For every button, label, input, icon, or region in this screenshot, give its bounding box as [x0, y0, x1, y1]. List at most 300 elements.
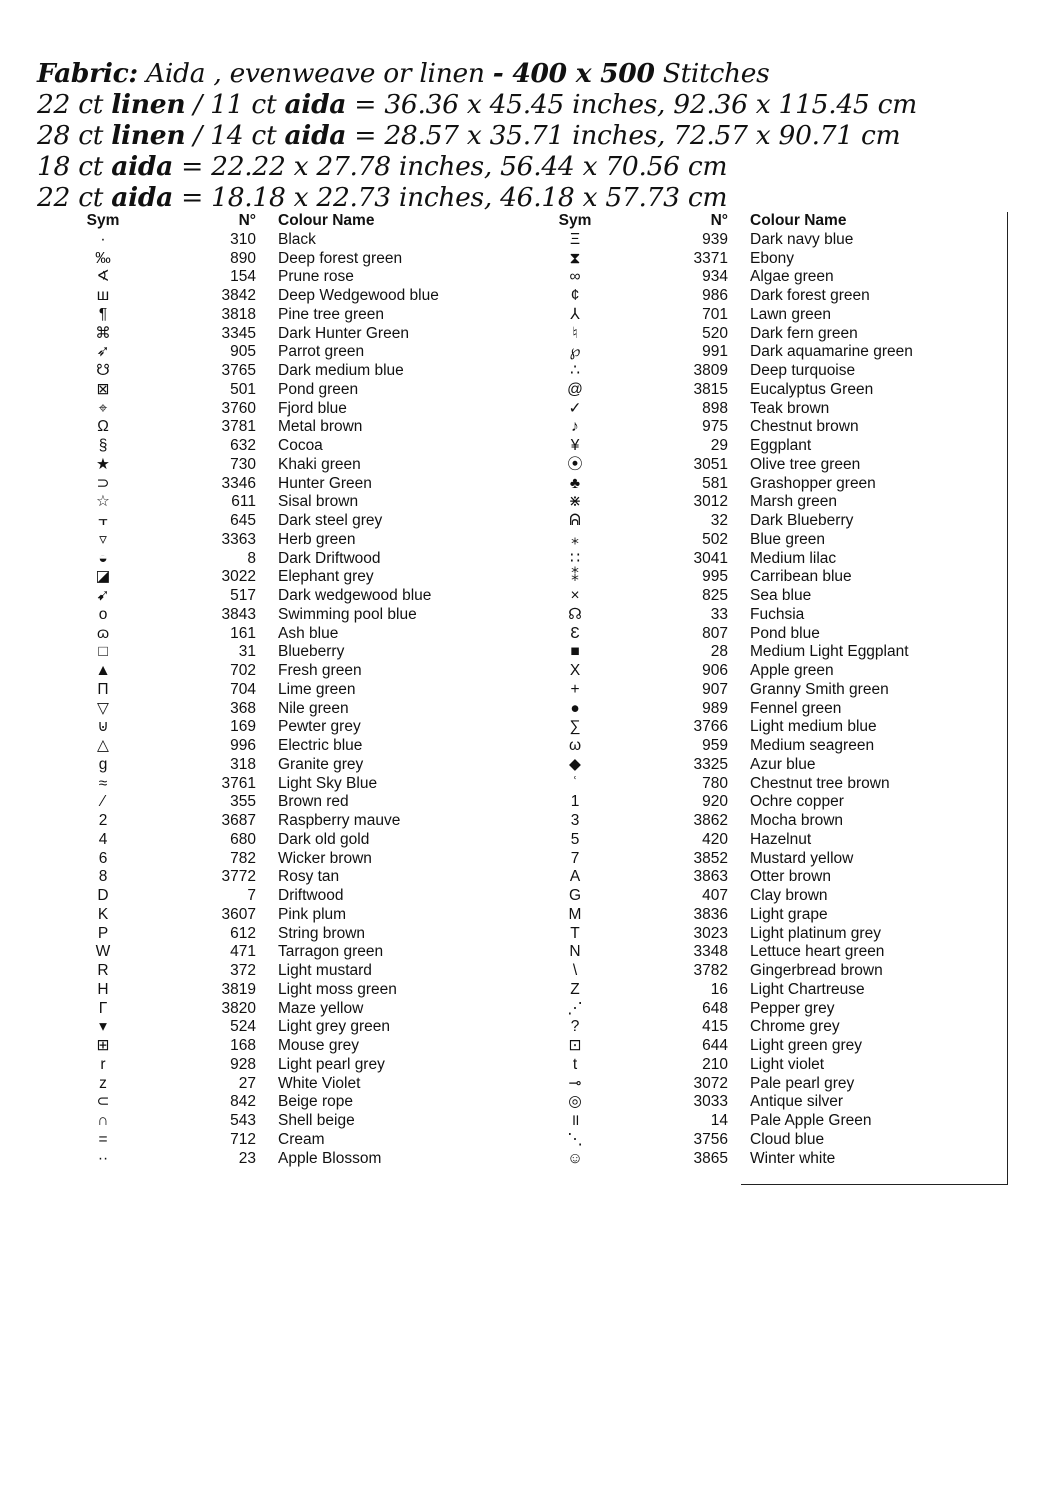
symbol-cell: t	[572, 1055, 578, 1073]
thread-number-cell: 3809	[693, 362, 728, 379]
thread-number-cell: 3607	[221, 905, 256, 923]
colour-name-cell: Tarragon green	[278, 943, 384, 961]
thread-number-cell: 3815	[693, 380, 728, 398]
thread-number-cell: 898	[702, 399, 728, 417]
thread-number-cell: 33	[710, 605, 728, 623]
legend-row	[82, 250, 522, 269]
legend-row	[82, 962, 522, 981]
colour-name-cell: Wicker brown	[278, 849, 372, 867]
legend-row	[554, 287, 1004, 306]
size-line-18ct-aida: 18 ct aida = 22.22 x 27.78 inches, 56.44 x 70.56 cm	[37, 151, 728, 182]
legend-row	[554, 512, 1004, 531]
fabric-line: Fabric: Aida , evenweave or linen - 400 x 500 Stitches	[37, 58, 770, 89]
symbol-cell: ◪	[95, 568, 111, 586]
thread-number-cell: 3781	[221, 418, 256, 436]
colour-name-cell: Clay brown	[750, 887, 828, 904]
thread-number-cell: 842	[230, 1093, 256, 1111]
symbol-cell: ⁄	[101, 793, 105, 811]
thread-number-cell: 995	[702, 568, 728, 586]
symbol-cell: \	[572, 962, 578, 979]
colour-name-cell: Dark old gold	[278, 830, 370, 848]
legend-header-row	[554, 212, 1004, 231]
legend-row	[82, 868, 522, 887]
symbol-cell: ◒	[98, 549, 108, 567]
thread-number-cell: 27	[238, 1074, 256, 1092]
thread-number-cell: 3843	[221, 605, 256, 623]
colour-name-cell: Dark wedgewood blue	[278, 587, 432, 604]
legend-row	[554, 550, 1004, 569]
colour-name-cell: Sea blue	[750, 587, 812, 604]
symbol-cell: 4	[98, 830, 108, 848]
legend-row	[82, 812, 522, 831]
colour-name-cell: Dark Driftwood	[278, 549, 381, 567]
symbol-cell: ω	[568, 737, 582, 754]
thread-number-cell: 355	[230, 793, 256, 811]
colour-name-cell: Cocoa	[278, 437, 323, 454]
symbol-cell: ℘	[569, 343, 581, 361]
colour-name-cell: Fresh green	[278, 662, 362, 679]
sym-column-header: Sym	[558, 212, 592, 229]
symbol-cell: 6	[98, 849, 108, 867]
symbol-cell: ⌘	[95, 324, 111, 342]
legend-row	[554, 1150, 1004, 1169]
bottom-border-line	[741, 1184, 1008, 1185]
colour-name-cell: Chestnut brown	[750, 418, 859, 436]
symbol-cell: ɷ	[96, 624, 110, 642]
legend-row	[82, 981, 522, 1000]
colour-name-cell: Dark medium blue	[278, 362, 404, 379]
colour-name-cell: Gingerbread brown	[750, 962, 883, 979]
symbol-cell: ∷	[570, 549, 580, 567]
symbol-cell: ⋇	[568, 493, 582, 511]
colour-name-cell: Light violet	[750, 1055, 825, 1073]
symbol-cell: ×	[570, 587, 580, 604]
thread-number-cell: 3766	[693, 718, 728, 736]
symbol-cell: ⁎	[571, 530, 579, 548]
thread-number-cell: 520	[702, 324, 728, 342]
thread-number-cell: 3760	[221, 399, 256, 417]
symbol-cell: Γ	[98, 999, 108, 1017]
thread-number-cell: 14	[710, 1112, 728, 1129]
symbol-cell: @	[567, 380, 583, 398]
thread-number-cell: 407	[702, 887, 728, 904]
colour-name-cell: Hazelnut	[750, 830, 812, 848]
size-line-28ct-linen: 28 ct linen / 14 ct aida = 28.57 x 35.71 inches, 72.57 x 90.71 cm	[37, 120, 901, 151]
legend-row	[554, 306, 1004, 325]
colour-name-cell: Dark fern green	[750, 324, 858, 342]
colour-name-cell: Teak brown	[750, 399, 830, 417]
thread-number-cell: 372	[230, 962, 256, 979]
legend-row	[554, 887, 1004, 906]
symbol-cell: ⫟	[98, 512, 108, 529]
symbol-cell: ¶	[98, 305, 108, 323]
symbol-cell: 8	[98, 868, 108, 886]
colour-name-cell: Medium lilac	[750, 549, 837, 567]
legend-row	[554, 418, 1004, 437]
symbol-cell: ш	[96, 287, 110, 304]
legend-row	[82, 362, 522, 381]
legend-row	[554, 1037, 1004, 1056]
symbol-cell: G	[568, 887, 582, 904]
legend-row	[82, 1131, 522, 1150]
thread-number-cell: 524	[230, 1018, 256, 1036]
legend-row	[82, 287, 522, 306]
thread-number-cell: 310	[230, 230, 256, 248]
colour-name-cell: Rosy tan	[278, 868, 340, 886]
colour-name-cell: Fjord blue	[278, 399, 347, 417]
symbol-cell: ʿ	[572, 774, 578, 792]
legend-row	[82, 493, 522, 512]
thread-number-cell: 986	[702, 287, 728, 304]
legend-row	[82, 643, 522, 662]
thread-number-cell: 3756	[693, 1130, 728, 1148]
thread-number-cell: 29	[710, 437, 728, 454]
colour-name-cell: Deep turquoise	[750, 362, 856, 379]
thread-number-cell: 807	[702, 624, 728, 642]
thread-number-cell: 648	[702, 999, 728, 1017]
symbol-cell: z	[99, 1074, 107, 1092]
legend-row	[82, 737, 522, 756]
thread-number-cell: 991	[702, 343, 728, 361]
colour-name-cell: Light Sky Blue	[278, 774, 378, 792]
legend-row	[82, 512, 522, 531]
legend-row	[554, 962, 1004, 981]
colour-name-cell: Medium Light Eggplant	[750, 643, 909, 661]
legend-row	[554, 737, 1004, 756]
symbol-cell: ∩	[97, 1112, 109, 1129]
colour-name-cell: Fuchsia	[750, 605, 805, 623]
symbol-cell: ⊃	[96, 474, 110, 492]
symbol-cell: ▲	[95, 662, 111, 679]
colour-name-cell: Pewter grey	[278, 718, 361, 736]
legend-row	[554, 906, 1004, 925]
colour-name-cell: Chestnut tree brown	[750, 774, 890, 792]
symbol-cell: Π	[97, 680, 109, 698]
thread-number-cell: 7	[247, 887, 256, 904]
thread-number-cell: 543	[230, 1112, 256, 1129]
colour-name-cell: Pine tree green	[278, 305, 384, 323]
thread-number-cell: 318	[230, 755, 256, 773]
thread-number-cell: 3818	[221, 305, 256, 323]
symbol-cell: g	[98, 755, 108, 773]
colour-name-cell: Light grape	[750, 905, 828, 923]
symbol-cell: ☺	[567, 1149, 583, 1167]
sym-column-header: Sym	[86, 212, 120, 229]
colour-name-cell: Blue green	[750, 530, 825, 548]
colour-name-cell: Algae green	[750, 268, 834, 286]
thread-number-cell: 16	[710, 980, 728, 998]
colour-name-cell: Lawn green	[750, 305, 832, 323]
legend-row	[554, 925, 1004, 944]
thread-number-cell: 3782	[693, 962, 728, 979]
symbol-cell: K	[97, 905, 109, 923]
size-line-22ct-aida: 22 ct aida = 18.18 x 22.73 inches, 46.18 x 57.73 cm	[37, 182, 728, 213]
legend-row	[554, 456, 1004, 475]
symbol-cell: o	[98, 605, 108, 623]
thread-number-cell: 581	[702, 474, 728, 492]
colour-name-cell: Ash blue	[278, 624, 339, 642]
colour-name-cell: Pond blue	[750, 624, 820, 642]
symbol-cell: ⊠	[96, 380, 110, 398]
colour-name-cell: Sisal brown	[278, 493, 359, 511]
thread-number-cell: 939	[702, 230, 728, 248]
colour-name-cell: Dark steel grey	[278, 512, 383, 529]
symbol-cell: ☋	[96, 362, 110, 379]
colour-name-cell: Driftwood	[278, 887, 344, 904]
thread-number-cell: 517	[230, 587, 256, 604]
legend-row	[554, 831, 1004, 850]
thread-number-cell: 780	[702, 774, 728, 792]
thread-number-cell: 825	[702, 587, 728, 604]
thread-number-cell: 996	[230, 737, 256, 754]
symbol-cell: ≈	[98, 774, 108, 792]
colour-name-cell: Ebony	[750, 249, 794, 267]
colour-name-cell: Cream	[278, 1130, 325, 1148]
symbol-cell: P	[97, 924, 109, 942]
colour-name-cell: Metal brown	[278, 418, 363, 436]
legend-header-row	[82, 212, 522, 231]
symbol-cell: ⁑	[571, 568, 579, 586]
colour-name-column-header: Colour Name	[278, 212, 375, 229]
legend-row	[82, 681, 522, 700]
symbol-cell: Ξ	[569, 230, 581, 248]
symbol-cell: ✓	[568, 399, 582, 417]
thread-number-cell: 3687	[221, 812, 256, 829]
legend-row	[82, 231, 522, 250]
legend-row	[554, 493, 1004, 512]
colour-name-cell: Dark navy blue	[750, 230, 854, 248]
colour-name-cell: Shell beige	[278, 1112, 355, 1129]
thread-number-cell: 3012	[693, 493, 728, 511]
legend-right-column	[554, 212, 1004, 1168]
legend-row	[82, 906, 522, 925]
legend-row	[82, 662, 522, 681]
thread-number-cell: 210	[702, 1055, 728, 1073]
colour-name-cell: Deep forest green	[278, 249, 403, 267]
legend-row	[554, 250, 1004, 269]
symbol-cell: ★	[96, 455, 110, 473]
colour-name-cell: Dark aquamarine green	[750, 343, 913, 361]
symbol-cell: ▿	[99, 530, 107, 548]
symbol-cell: A	[569, 868, 581, 886]
fabric-header	[37, 58, 917, 213]
legend-row	[554, 700, 1004, 719]
thread-number-cell: 32	[710, 512, 728, 529]
legend-row	[554, 662, 1004, 681]
thread-number-cell: 905	[230, 343, 256, 361]
legend-row	[82, 381, 522, 400]
legend-row	[82, 850, 522, 869]
legend-row	[554, 812, 1004, 831]
legend-row	[554, 437, 1004, 456]
colour-name-cell: Granite grey	[278, 755, 364, 773]
symbol-cell: ⊂	[96, 1093, 110, 1111]
colour-name-cell: Mouse grey	[278, 1037, 359, 1054]
symbol-cell: Ɛ	[570, 624, 580, 642]
symbol-cell: ∴	[570, 362, 580, 379]
legend-row	[554, 531, 1004, 550]
legend-row	[554, 1056, 1004, 1075]
colour-name-cell: Pink plum	[278, 905, 347, 923]
symbol-cell: R	[97, 962, 109, 979]
thread-number-cell: 890	[230, 249, 256, 267]
colour-name-cell: Cloud blue	[750, 1130, 825, 1148]
colour-name-cell: Ochre copper	[750, 793, 844, 811]
symbol-cell: ▽	[97, 699, 109, 717]
thread-number-cell: 8	[247, 549, 256, 567]
thread-number-cell: 169	[230, 718, 256, 736]
symbol-cell: D	[97, 887, 109, 904]
symbol-cell: ▾	[99, 1018, 107, 1036]
thread-number-cell: 31	[238, 643, 256, 661]
symbol-cell: ⅄	[570, 305, 580, 323]
thread-number-cell: 3852	[693, 849, 728, 867]
symbol-cell: ◆	[569, 755, 581, 773]
colour-name-cell: Pale Apple Green	[750, 1112, 872, 1129]
colour-name-cell: Dark forest green	[750, 287, 870, 304]
symbol-cell: 5	[570, 830, 580, 848]
colour-name-cell: Brown red	[278, 793, 349, 811]
colour-name-cell: Mustard yellow	[750, 849, 854, 867]
thread-number-cell: 611	[231, 493, 256, 511]
colour-name-cell: Khaki green	[278, 455, 361, 473]
thread-number-cell: 3033	[693, 1093, 728, 1111]
colour-name-cell: Black	[278, 230, 316, 248]
vertical-border-line	[1007, 212, 1008, 1185]
thread-number-cell: 906	[702, 662, 728, 679]
legend-row	[82, 1000, 522, 1019]
thread-number-cell: 928	[230, 1055, 256, 1073]
colour-name-cell: Light Chartreuse	[750, 980, 865, 998]
legend-row	[82, 831, 522, 850]
colour-name-cell: Antique silver	[750, 1093, 844, 1111]
legend-row	[82, 1037, 522, 1056]
symbol-cell: §	[98, 437, 108, 454]
thread-number-cell: 3041	[693, 549, 728, 567]
thread-number-cell: 3863	[693, 868, 728, 886]
symbol-cell: ■	[570, 643, 580, 661]
symbol-cell: ··	[97, 1149, 109, 1167]
symbol-cell: ➹	[96, 587, 110, 604]
thread-number-cell: 730	[230, 455, 256, 473]
symbol-cell: ?	[570, 1018, 580, 1036]
thread-number-cell: 161	[230, 624, 256, 642]
symbol-cell: ∞	[569, 268, 581, 286]
thread-number-cell: 3051	[693, 455, 728, 473]
legend-row	[82, 1075, 522, 1094]
colour-name-cell: Light medium blue	[750, 718, 877, 736]
legend-row	[554, 268, 1004, 287]
colour-name-cell: Pepper grey	[750, 999, 835, 1017]
thread-number-cell: 3865	[693, 1149, 728, 1167]
colour-name-cell: Light platinum grey	[750, 924, 881, 942]
colour-name-cell: Beige rope	[278, 1093, 353, 1111]
legend-row	[82, 887, 522, 906]
symbol-cell: ᕱ	[569, 512, 581, 529]
colour-name-cell: Light green grey	[750, 1037, 863, 1054]
colour-name-cell: Grashopper green	[750, 474, 876, 492]
symbol-cell: ♮	[572, 324, 578, 342]
thread-number-cell: 3765	[221, 362, 256, 379]
colour-name-cell: White Violet	[278, 1074, 361, 1092]
symbol-cell: H	[97, 980, 109, 998]
thread-number-cell: 420	[702, 830, 728, 848]
colour-name-cell: Hunter Green	[278, 474, 372, 492]
symbol-cell: r	[100, 1055, 106, 1073]
symbol-cell: ☊	[568, 605, 582, 623]
legend-row	[554, 943, 1004, 962]
symbol-cell: 1	[570, 793, 580, 811]
colour-name-cell: Herb green	[278, 530, 356, 548]
thread-number-cell: 3325	[693, 755, 728, 773]
thread-number-cell: 3842	[221, 287, 256, 304]
legend-row	[554, 793, 1004, 812]
legend-row	[554, 625, 1004, 644]
colour-name-cell: Dark Blueberry	[750, 512, 854, 529]
legend-row	[82, 925, 522, 944]
colour-name-cell: Light moss green	[278, 980, 397, 998]
thread-number-cell: 168	[230, 1037, 256, 1054]
legend-row	[554, 475, 1004, 494]
thread-number-cell: 701	[702, 305, 728, 323]
colour-name-cell: Lime green	[278, 680, 356, 698]
colour-name-cell: Dark Hunter Green	[278, 324, 409, 342]
legend-row	[554, 325, 1004, 344]
thread-number-cell: 3022	[221, 568, 256, 586]
legend-row	[82, 268, 522, 287]
legend-row	[82, 343, 522, 362]
symbol-cell: =	[98, 1130, 108, 1148]
symbol-cell: ◎	[568, 1093, 582, 1111]
thread-number-cell: 501	[230, 380, 256, 398]
colour-name-cell: Pale pearl grey	[750, 1074, 855, 1092]
symbol-cell: ⌖	[98, 399, 108, 417]
thread-number-cell: 3348	[693, 943, 728, 961]
thread-number-cell: 502	[702, 530, 728, 548]
colour-name-cell: String brown	[278, 924, 366, 942]
symbol-cell: ☆	[96, 493, 110, 511]
symbol-cell: ⋱	[567, 1130, 583, 1148]
legend-row	[554, 1093, 1004, 1112]
colour-name-cell: Marsh green	[750, 493, 838, 511]
legend-row	[82, 456, 522, 475]
symbol-cell: ∑	[569, 718, 581, 736]
symbol-cell: ♪	[571, 418, 579, 436]
fabric-label: Fabric:	[37, 58, 138, 89]
thread-number-cell: 3346	[221, 474, 256, 492]
symbol-cell: ⧗	[569, 249, 581, 267]
thread-number-cell: 3820	[221, 999, 256, 1017]
legend-row	[554, 231, 1004, 250]
colour-name-cell: Nile green	[278, 699, 349, 717]
legend-row	[82, 756, 522, 775]
colour-name-cell: Light pearl grey	[278, 1055, 385, 1073]
thread-number-cell: 712	[230, 1130, 256, 1148]
colour-name-cell: Parrot green	[278, 343, 365, 361]
symbol-cell: ·	[100, 230, 106, 248]
colour-name-cell: Chrome grey	[750, 1018, 840, 1036]
colour-name-cell: Prune rose	[278, 268, 354, 286]
thread-number-cell: 3072	[693, 1074, 728, 1092]
legend-row	[82, 306, 522, 325]
colour-name-cell: Lettuce heart green	[750, 943, 885, 961]
symbol-cell: Ω	[97, 418, 109, 436]
thread-number-cell: 907	[702, 680, 728, 698]
symbol-cell: □	[98, 643, 108, 661]
symbol-cell: ‰	[95, 249, 111, 267]
symbol-cell: ¥	[570, 437, 580, 454]
legend-row	[554, 1131, 1004, 1150]
